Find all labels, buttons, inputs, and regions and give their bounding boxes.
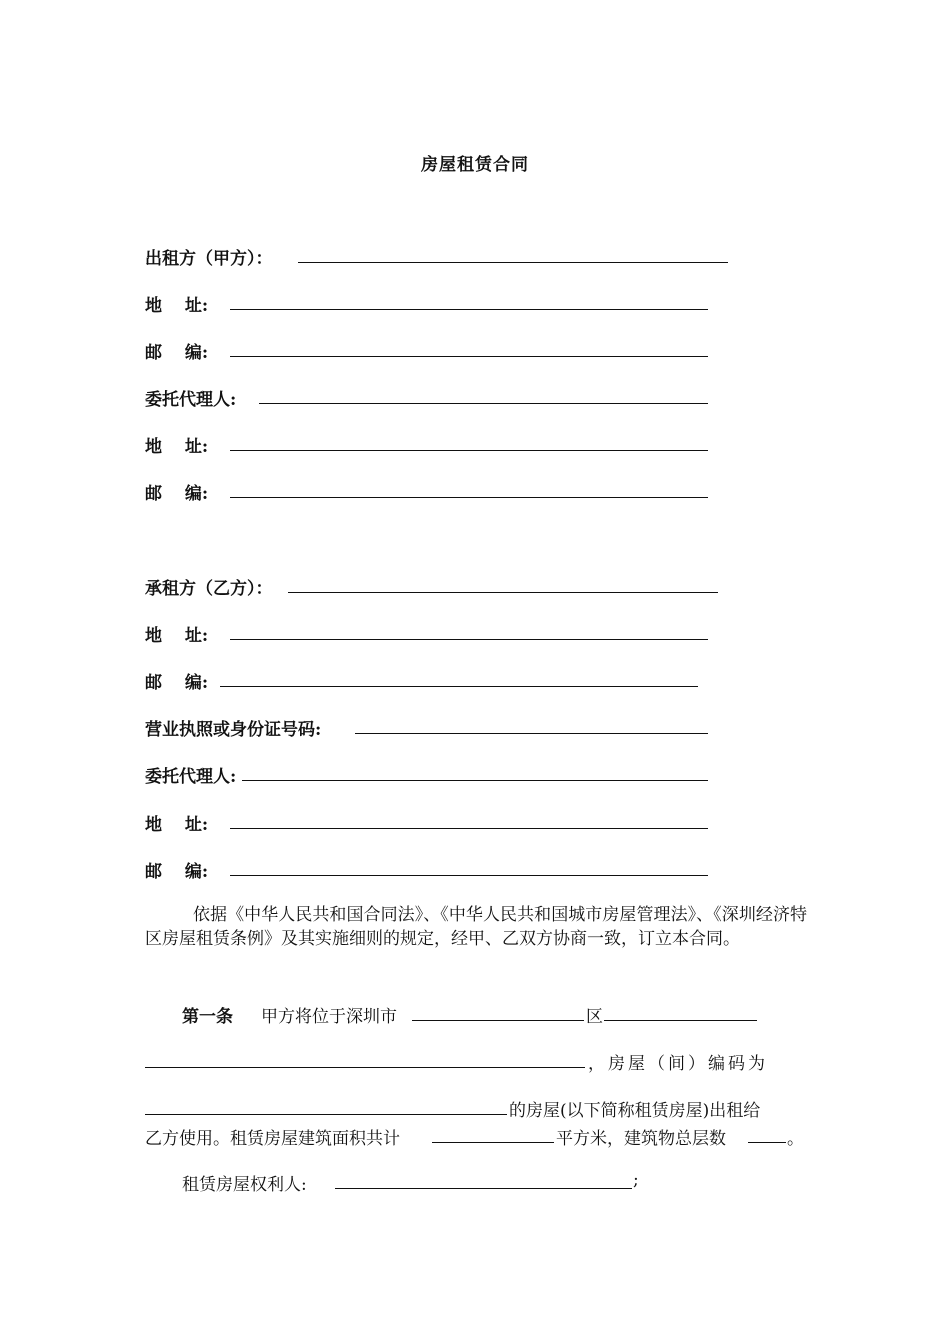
lessor-postcode-line[interactable]	[230, 356, 708, 357]
owner-blank-line[interactable]	[335, 1188, 632, 1189]
lessee-license-line[interactable]	[355, 733, 708, 734]
article1-text-e: 乙方使用。租赁房屋建筑面积共计	[145, 1129, 400, 1149]
lessor-agent-postcode-label: 邮 编:	[145, 484, 209, 504]
city-blank-line[interactable]	[412, 1020, 584, 1021]
lessee-agent-line[interactable]	[242, 780, 708, 781]
lessor-name-line[interactable]	[298, 262, 728, 263]
location-blank-line[interactable]	[145, 1067, 585, 1068]
lessor-agent-line[interactable]	[259, 403, 708, 404]
floors-blank-line[interactable]	[748, 1142, 786, 1143]
article1-label: 第一条	[182, 1007, 233, 1027]
lessee-postcode-label: 邮 编:	[145, 673, 209, 693]
lessee-name-line[interactable]	[288, 592, 718, 593]
lessee-address-label: 地 址:	[145, 626, 209, 646]
lessee-heading: 承租方（乙方）：	[145, 579, 273, 599]
page-title: 房屋租赁合同	[421, 155, 529, 175]
house-code-blank-line[interactable]	[145, 1114, 507, 1115]
lessee-agent-address-line[interactable]	[230, 828, 708, 829]
lessee-license-label: 营业执照或身份证号码:	[145, 720, 322, 740]
lessor-postcode-label: 邮 编:	[145, 343, 209, 363]
lessee-address-line[interactable]	[230, 639, 708, 640]
owner-label: 租赁房屋权利人:	[182, 1175, 307, 1195]
owner-end: ;	[633, 1170, 639, 1190]
lessor-address-label: 地 址:	[145, 296, 209, 316]
lessor-agent-label: 委托代理人:	[145, 390, 237, 410]
lessor-address-line[interactable]	[230, 309, 708, 310]
lessee-postcode-line[interactable]	[220, 686, 698, 687]
lessee-agent-label: 委托代理人:	[145, 767, 237, 787]
lessee-agent-postcode-label: 邮 编:	[145, 862, 209, 882]
area-blank-line[interactable]	[432, 1142, 554, 1143]
lessee-agent-postcode-line[interactable]	[230, 875, 708, 876]
lessor-agent-postcode-line[interactable]	[230, 497, 708, 498]
article1-text-g: 。	[787, 1129, 804, 1149]
article1-text-b: 区	[586, 1007, 603, 1027]
district-blank-line[interactable]	[604, 1020, 757, 1021]
article1-text-d: 的房屋(以下简称租赁房屋)出租给	[509, 1101, 761, 1121]
lessor-agent-address-line[interactable]	[230, 450, 708, 451]
lessor-agent-address-label: 地 址:	[145, 437, 209, 457]
lessee-agent-address-label: 地 址:	[145, 815, 209, 835]
intro-paragraph: 依据《中华人民共和国合同法》、《中华人民共和国城市房屋管理法》、《深圳经济特区房屋租赁条例》及其实施细则的规定，经甲、乙双方协商一致，订立本合同。	[145, 905, 807, 949]
lessor-heading: 出租方（甲方）：	[145, 249, 273, 269]
article1-text-c: ，房屋（间）编码为	[588, 1054, 768, 1074]
article1-text-f: 平方米，建筑物总层数	[556, 1129, 726, 1149]
article1-text-a: 甲方将位于深圳市	[261, 1007, 397, 1027]
